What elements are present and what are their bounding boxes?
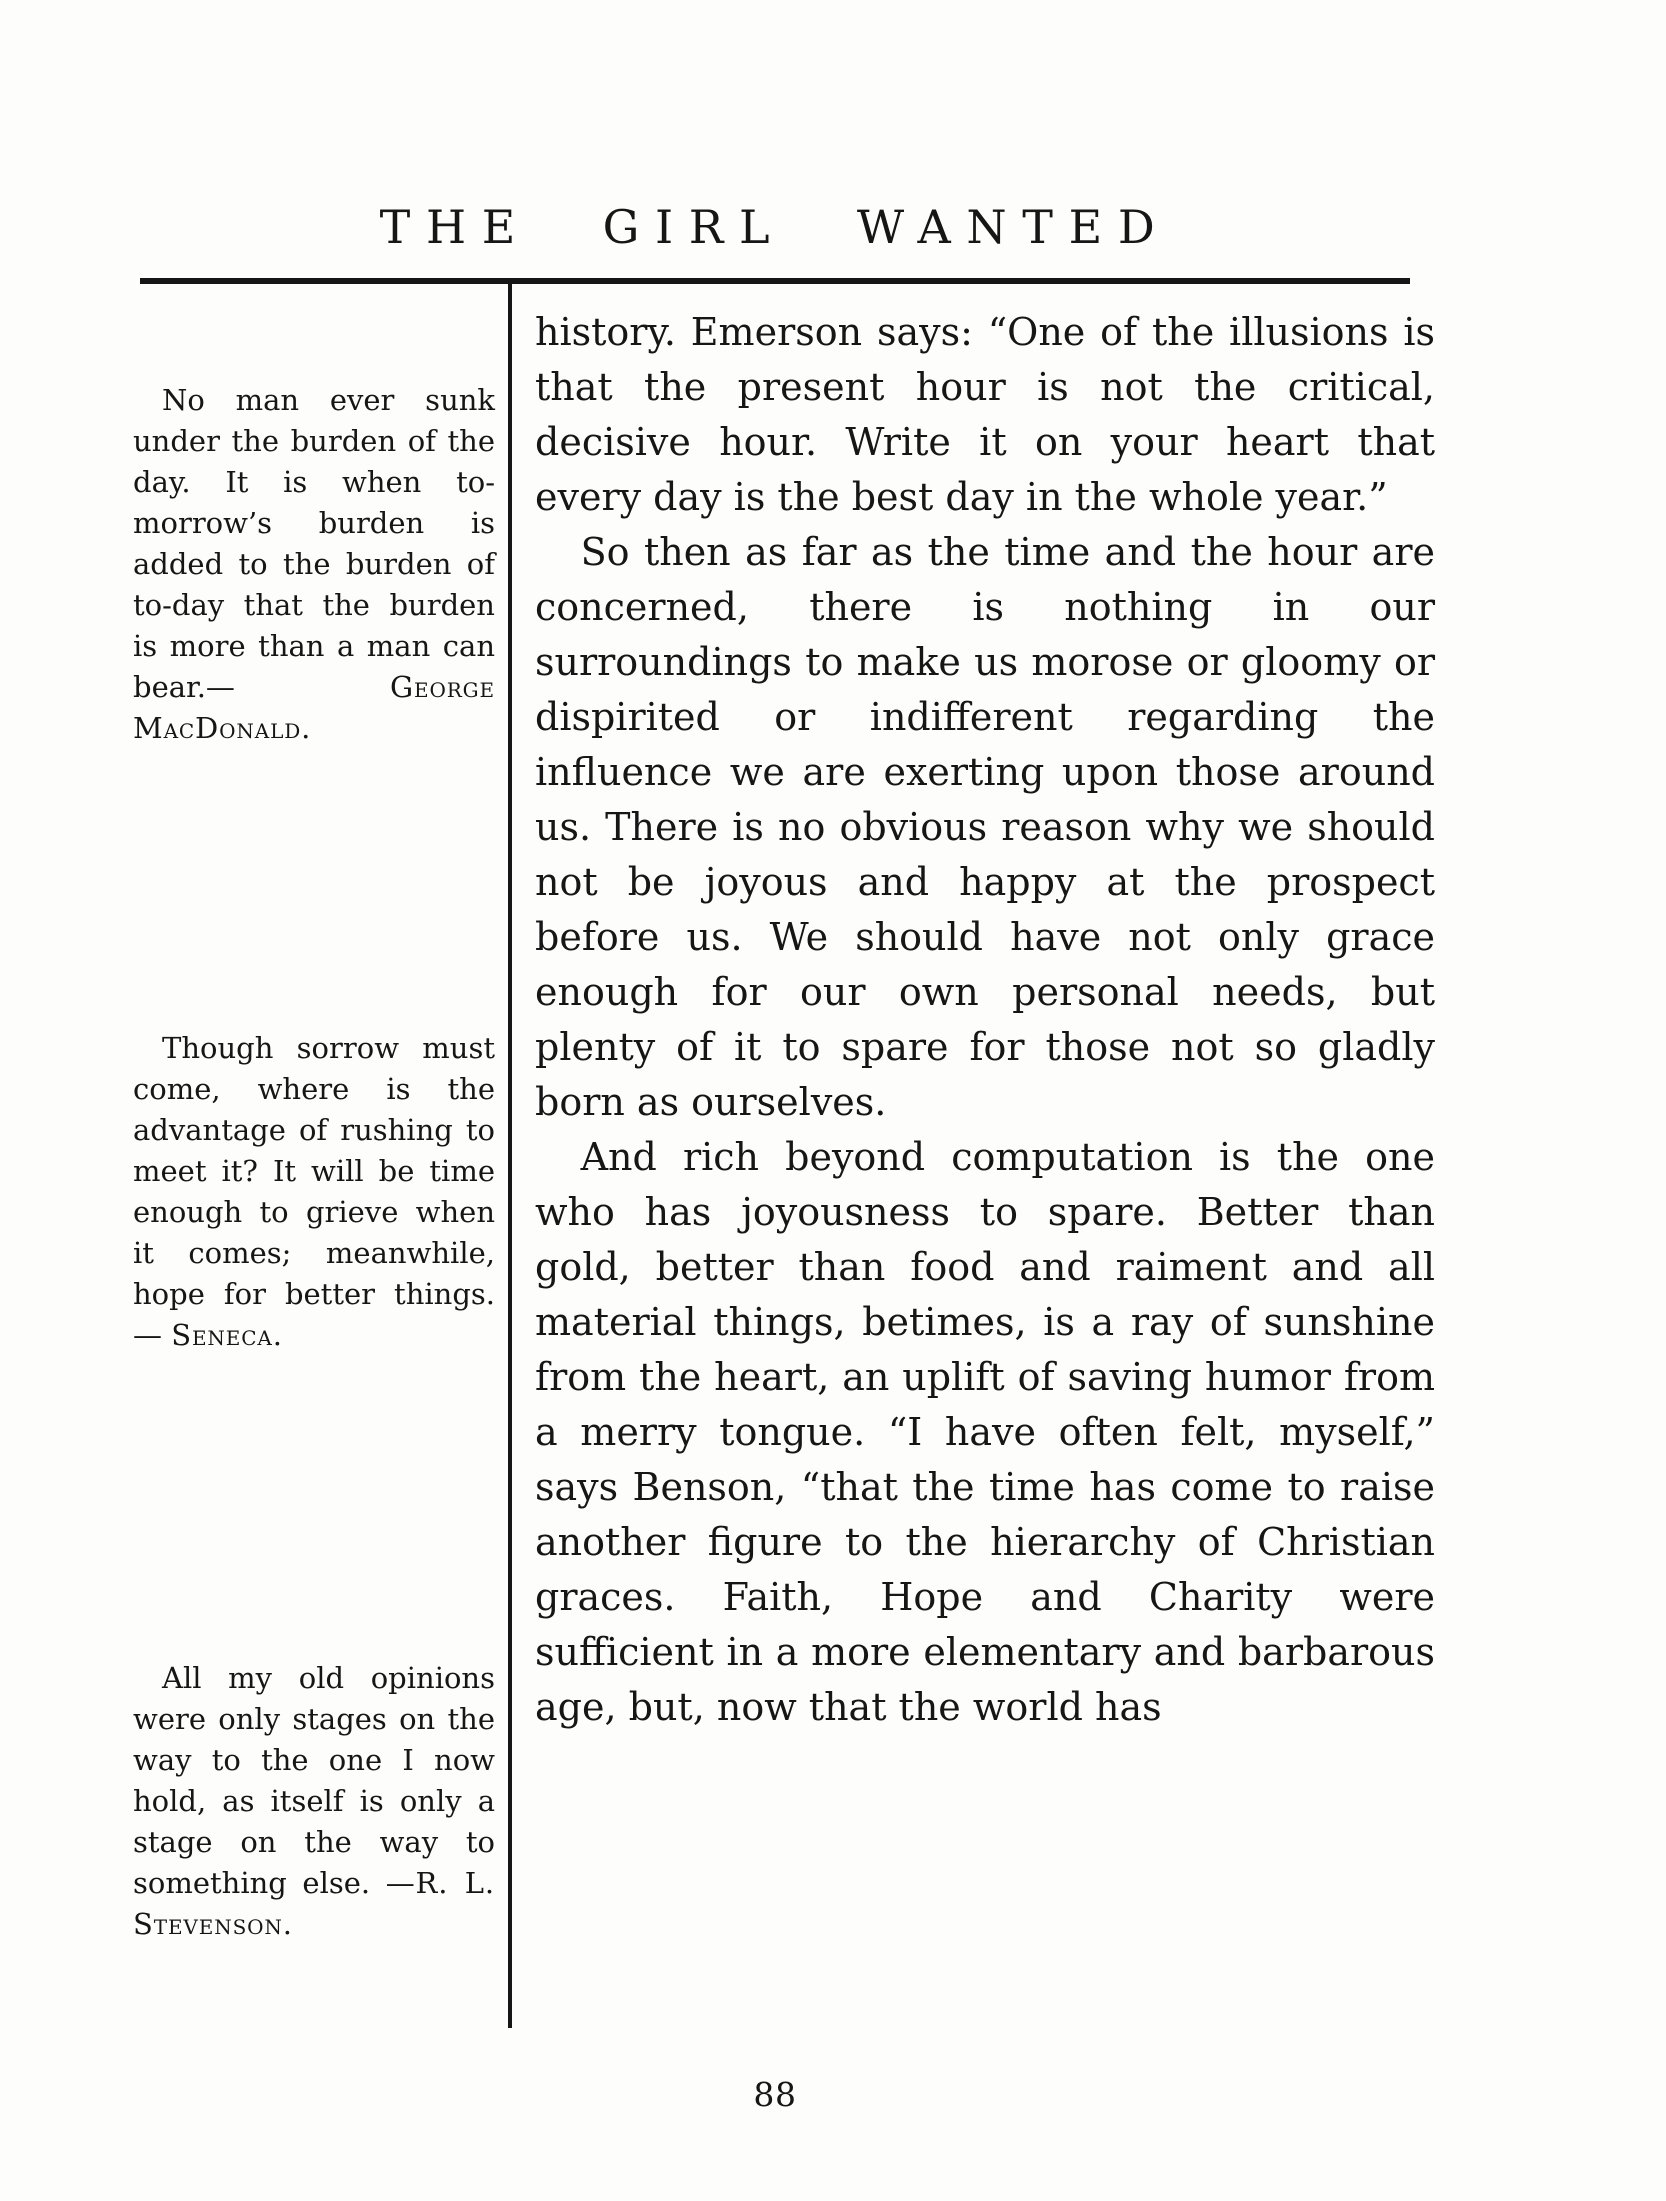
sidenote-text: No man ever sunk under the burden of the day. It is when to-morrow’s burden is added to the burden of to-day that the burden is more than a man can bear.— bbox=[133, 383, 495, 704]
page-header-title: THE GIRL WANTED bbox=[379, 200, 1171, 254]
header-rule bbox=[140, 278, 1410, 284]
main-text-column bbox=[535, 305, 1435, 1735]
sidenote-text: Though sorrow must come, where is the advantage of rushing to meet it? It will be time enough to grieve when it comes; meanwhile, hope for better things. — bbox=[133, 1031, 495, 1352]
sidenote-macdonald bbox=[133, 380, 495, 749]
paragraph-history-emerson: history. Emerson says: “One of the illusions is that the present hour is not the critical, decisive hour. Write it on your heart that every day is the best day in the whole year.” bbox=[535, 310, 1435, 519]
paragraph-so-then: So then as far as the time and the hour are concerned, there is nothing in our surroundings to make us morose or gloomy or dispirited or indifferent regarding the influence we are exerting upon those around us. There is no obvious reason why we should not be joyous and happy at the prospect before us. We should have not only grace enough for our own personal needs, but plenty of it to spare for those not so gladly born as ourselves. bbox=[535, 530, 1435, 1124]
sidenote-attribution: George MacDonald. bbox=[133, 670, 495, 745]
column-divider-rule bbox=[508, 284, 512, 2028]
sidenote-text: All my old opinions were only stages on the way to the one I now hold, as itself is only a stage on the way to something else. bbox=[133, 1661, 495, 1900]
sidenote-attribution: Seneca. bbox=[171, 1318, 283, 1352]
sidenote-seneca bbox=[133, 1028, 495, 1356]
sidenote-attribution: —R. L. Stevenson. bbox=[133, 1866, 495, 1941]
header-band bbox=[140, 200, 1410, 254]
page-number: 88 bbox=[753, 2075, 797, 2114]
paragraph-and-rich: And rich beyond computation is the one who has joyousness to spare. Better than gold, better than food and raiment and all material things, betimes, is a ray of sunshine from the heart, an uplift of saving humor from a merry tongue. “I have often felt, myself,” says Benson, “that the time has come to raise another figure to the hierarchy of Christian graces. Faith, Hope and Charity were sufficient in a more elementary and barbarous age, but, now that the world has bbox=[535, 1135, 1435, 1729]
sidenote-stevenson bbox=[133, 1658, 495, 1945]
